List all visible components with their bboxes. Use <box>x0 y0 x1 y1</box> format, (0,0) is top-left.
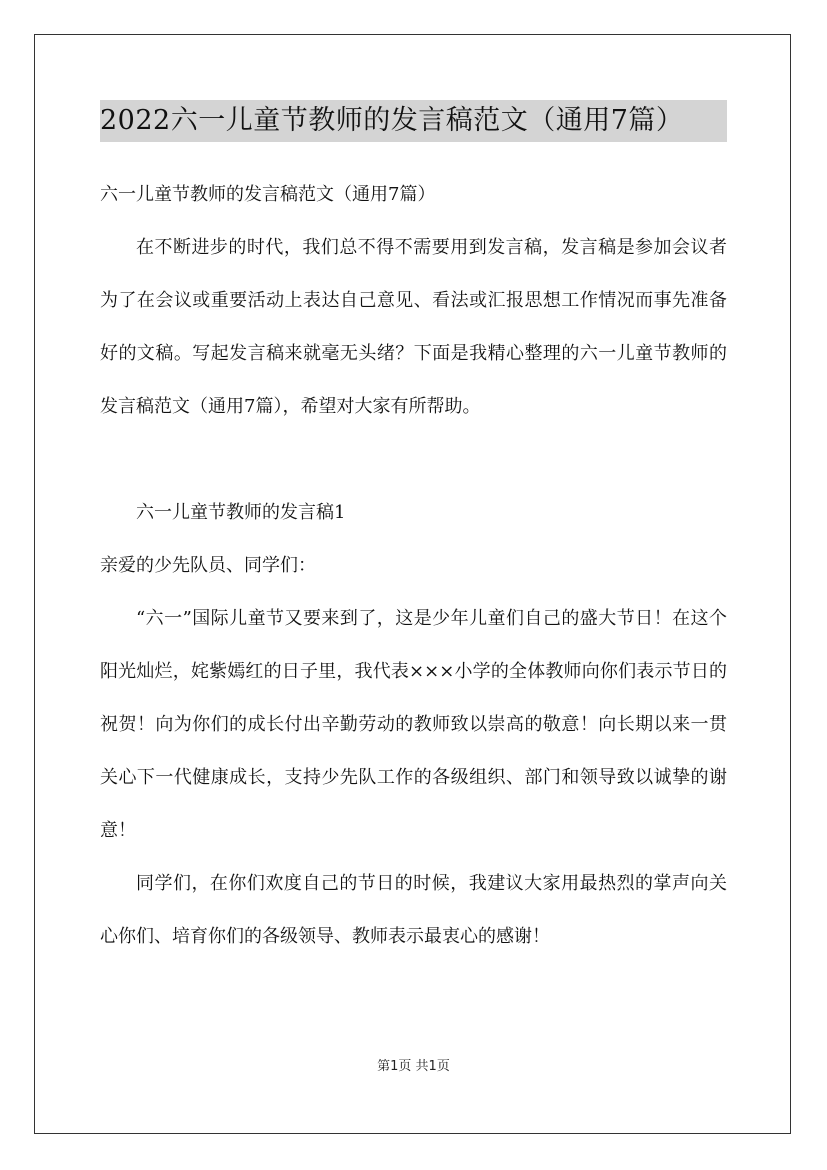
section-heading: 六一儿童节教师的发言稿1 <box>136 502 346 523</box>
blank-line <box>100 433 727 486</box>
intro-paragraph: 在不断进步的时代，我们总不得不需要用到发言稿，发言稿是参加会议者为了在会议或重要活动上表达自己意见、看法或汇报思想工作情况而事先准备好的文稿。写起发言稿来就毫无头绪？下面是我精心整理的六一儿童节教师的发言稿范文（通用7篇），希望对大家有所帮助。 <box>100 237 727 417</box>
salutation: 亲爱的少先队员、同学们： <box>100 555 316 576</box>
document-body <box>100 168 727 963</box>
document-subtitle: 六一儿童节教师的发言稿范文（通用7篇） <box>100 184 436 205</box>
page-footer: 第1页 共1页 <box>377 1059 450 1074</box>
body-paragraph-2: 同学们，在你们欢度自己的节日的时候，我建议大家用最热烈的掌声向关心你们、培育你们的各级领导、教师表示最衷心的感谢！ <box>100 873 727 947</box>
document-title: 2022六一儿童节教师的发言稿范文（通用7篇） <box>100 100 727 142</box>
body-paragraph-1: “六一”国际儿童节又要来到了，这是少年儿童们自己的盛大节日！在这个阳光灿烂，姹紫嫣红的日子里，我代表×××小学的全体教师向你们表示节日的祝贺！向为你们的成长付出辛勤劳动的教师致以崇高的敬意！向长期以来一贯关心下一代健康成长，支持少先队工作的各级组织、部门和领导致以诚挚的谢意！ <box>100 608 727 841</box>
